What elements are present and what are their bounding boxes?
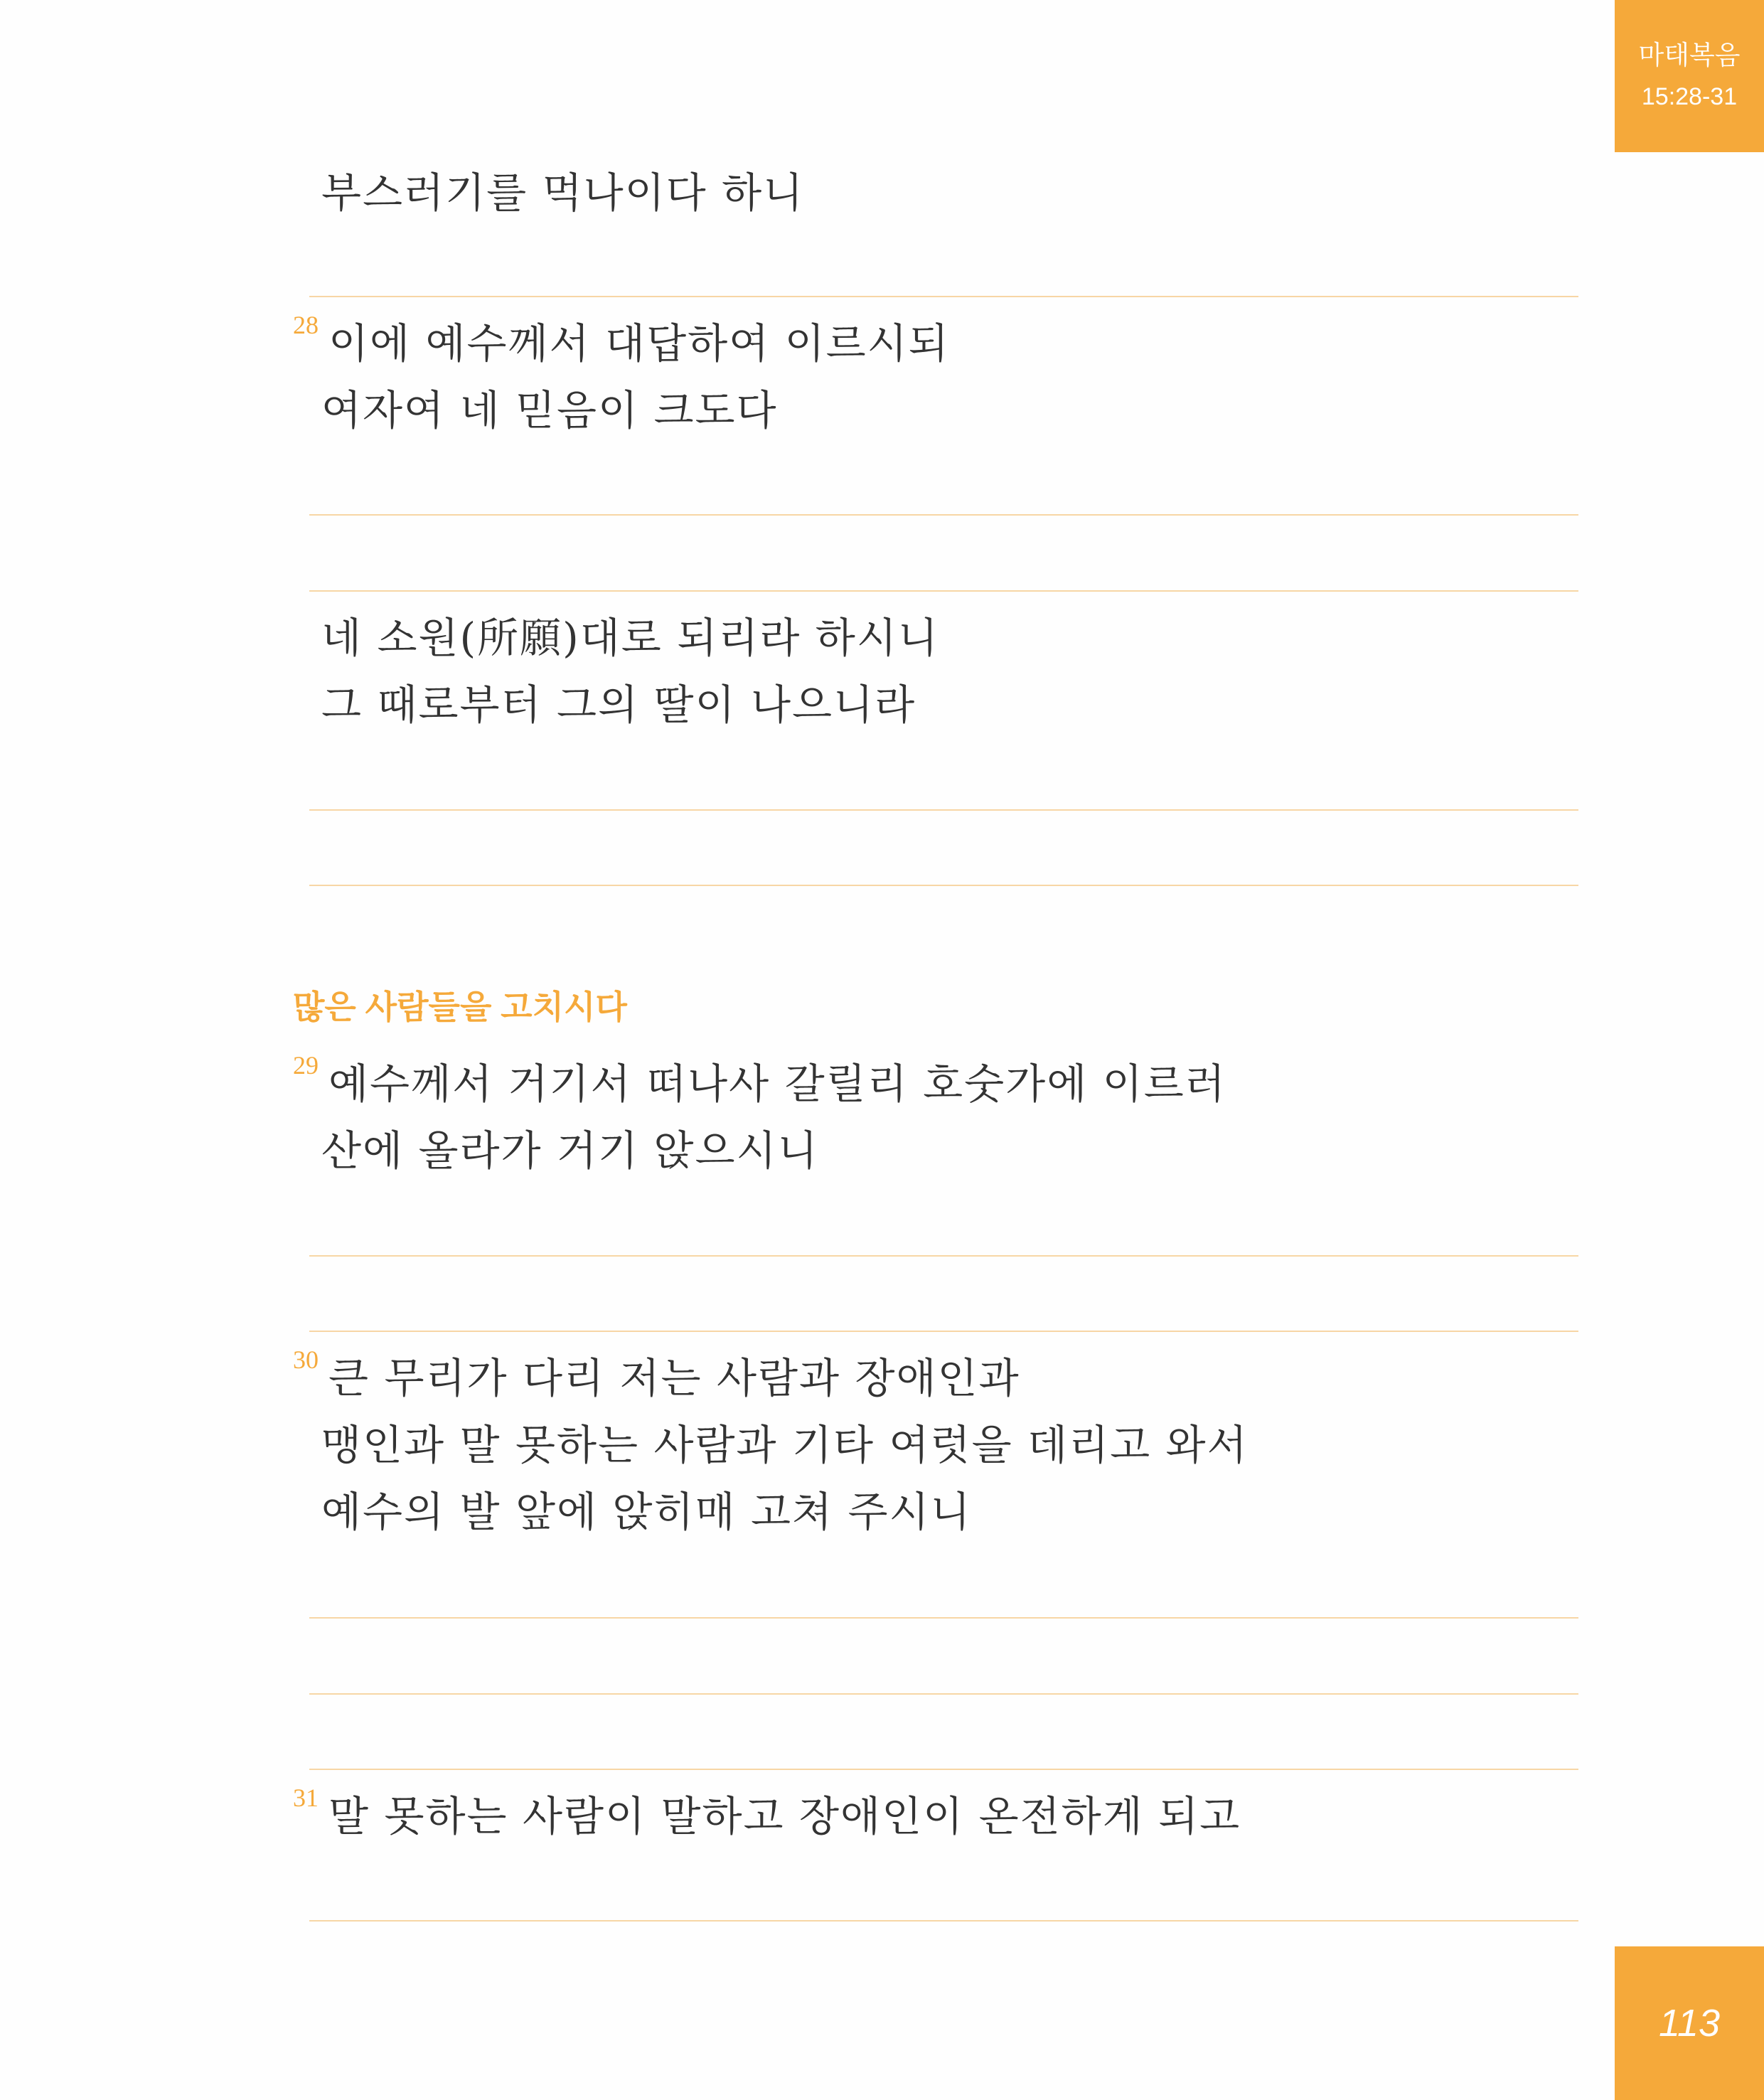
writing-rule xyxy=(309,1693,1578,1695)
page-number-tab xyxy=(1615,1946,1764,2100)
writing-rule xyxy=(309,1920,1578,1922)
verse-number: 28 xyxy=(293,311,319,339)
book-title: 마태복음 xyxy=(1638,41,1741,70)
writing-rule xyxy=(309,1617,1578,1619)
writing-rule xyxy=(309,514,1578,516)
passage-line: 이에 예수께서 대답하여 이르시되 xyxy=(328,319,950,368)
writing-rule xyxy=(309,809,1578,811)
page-number: 113 xyxy=(1658,2002,1721,2045)
writing-rule xyxy=(309,1255,1578,1257)
verse-number: 31 xyxy=(293,1784,319,1812)
passage-line: 말 못하는 사람이 말하고 장애인이 온전하게 되고 xyxy=(328,1792,1241,1840)
passage-line: 네 소원(所願)대로 되리라 하시니 xyxy=(321,614,939,662)
writing-rule xyxy=(309,1331,1578,1332)
verse-number: 30 xyxy=(293,1345,319,1374)
writing-rule xyxy=(309,296,1578,297)
verse-reference: 15:28-31 xyxy=(1641,83,1738,110)
passage-line: 예수의 발 앞에 앉히매 고쳐 주시니 xyxy=(321,1488,972,1536)
passage-line: 예수께서 거기서 떠나사 갈릴리 호숫가에 이르러 xyxy=(328,1060,1226,1108)
passage-line: 부스러기를 먹나이다 하니 xyxy=(321,169,805,217)
passage-line: 산에 올라가 거기 앉으시니 xyxy=(321,1126,819,1175)
writing-rule xyxy=(309,1769,1578,1770)
passage-line: 여자여 네 믿음이 크도다 xyxy=(321,386,778,435)
writing-rule xyxy=(309,590,1578,592)
passage-line: 맹인과 말 못하는 사람과 기타 여럿을 데리고 와서 xyxy=(321,1421,1249,1469)
writing-rule xyxy=(309,885,1578,886)
chapter-tab xyxy=(1615,0,1764,152)
verse-number: 29 xyxy=(293,1051,319,1080)
section-heading: 많은 사람들을 고치시다 xyxy=(293,988,627,1025)
passage-line: 큰 무리가 다리 저는 사람과 장애인과 xyxy=(328,1354,1020,1402)
passage-line: 그 때로부터 그의 딸이 나으니라 xyxy=(321,681,916,729)
